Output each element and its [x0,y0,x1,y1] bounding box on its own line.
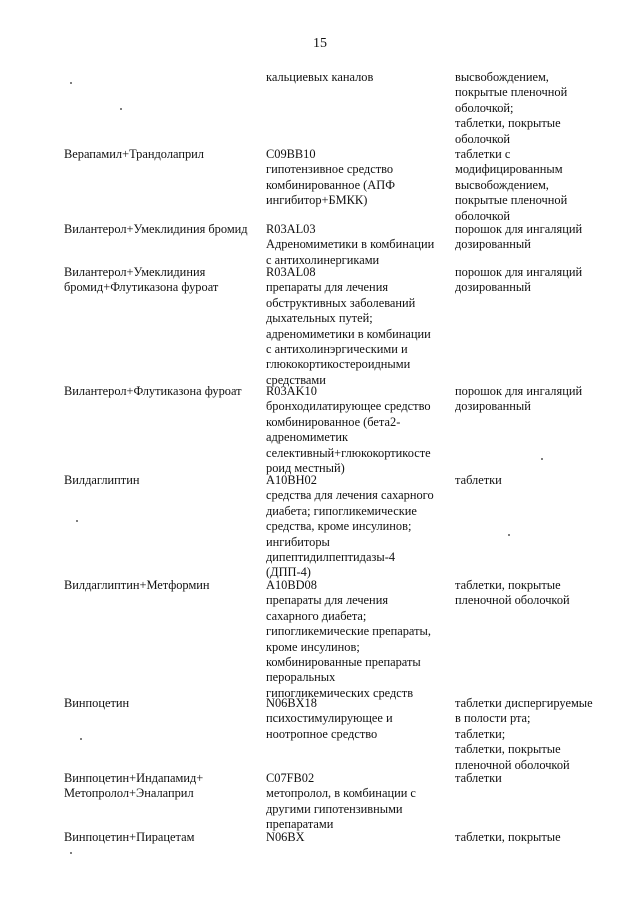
pharmacologic-group-line: ингибиторы [266,534,330,549]
pharmacologic-group-line: глюкокортикостероидными [266,357,411,372]
atc-group-cell [266,578,446,701]
pharmacologic-group-line: (ДПП-4) [266,565,311,580]
pharmacologic-group-line: роид местный) [266,461,345,476]
dosage-form-line: в полости рта; [455,711,531,726]
drug-name-line: Винпоцетин [64,696,130,710]
dosage-form-line: дозированный [455,399,531,414]
pharmacologic-group-line: препараты для лечения [266,593,389,608]
dosage-form-line: дозированный [455,237,531,252]
dosage-form-line: порошок для ингаляций [455,265,583,279]
pharmacologic-group-line: метопролол, в комбинации с [266,786,416,801]
dosage-form-line: порошок для ингаляций [455,384,583,398]
pharmacologic-group-line: адреномиметики в комбинации [266,326,431,341]
atc-code: R03AK10 [266,384,317,398]
drug-name-cell [64,473,260,488]
drug-name-cell [64,578,260,593]
pharmacologic-group-line: бронходилатирующее средство [266,399,431,414]
scan-speck [508,534,510,536]
dosage-form-cell [455,830,615,845]
dosage-form-line: таблетки [455,771,502,785]
pharmacologic-group-line: средства, кроме инсулинов; [266,519,412,534]
pharmacologic-group-line: средствами [266,372,326,387]
pharmacologic-group-line: с антихолинэргическими и [266,342,408,357]
atc-code: N06BX [266,830,305,844]
pharmacologic-group-line: пероральных [266,670,336,685]
drug-name-line: Вилантерол+Флутиказона фуроат [64,384,242,398]
atc-group-cell [266,830,446,845]
scan-speck [120,108,122,110]
drug-name-cell [64,384,260,399]
scan-speck [76,520,78,522]
dosage-form-cell [455,578,615,609]
dosage-form-line: оболочкой [455,131,511,146]
drug-name-line: Метопролол+Эналаприл [64,786,194,801]
pharmacologic-group-line: гипогликемические препараты, [266,624,431,639]
pharmacologic-group-line: кальциевых каналов [266,70,374,84]
atc-group-cell [266,473,446,581]
page-number: 15 [313,36,327,51]
scan-speck [70,852,72,854]
drug-name-cell [64,147,260,162]
dosage-form-cell [455,696,615,773]
pharmacologic-group-line: препаратами [266,817,334,832]
scan-speck [80,738,82,740]
pharmacologic-group-line: кроме инсулинов; [266,639,360,654]
dosage-form-cell [455,265,615,296]
dosage-form-line: таблетки с [455,147,511,161]
atc-code: A10BD08 [266,578,317,592]
drug-name-line: Вилантерол+Умеклидиния бромид [64,222,248,236]
pharmacologic-group-line: Адреномиметики в комбинации [266,237,435,252]
dosage-form-cell [455,222,615,253]
drug-name-cell [64,696,260,711]
drug-name-cell [64,222,260,237]
dosage-form-line: покрытые пленочной [455,85,568,100]
dosage-form-line: таблетки [455,473,502,487]
pharmacologic-group-line: адреномиметик [266,430,348,445]
atc-code: R03AL08 [266,265,316,279]
atc-code: R03AL03 [266,222,316,236]
atc-code: N06BX18 [266,696,317,710]
drug-name-line: Вилантерол+Умеклидиния [64,265,206,279]
dosage-form-cell [455,70,615,147]
dosage-form-line: таблетки диспергируемые [455,696,593,710]
pharmacologic-group-line: дыхательных путей; [266,311,373,326]
pharmacologic-group-line: ингибитор+БМКК) [266,193,368,208]
drug-name-cell [64,771,260,802]
atc-group-cell [266,384,446,476]
pharmacologic-group-line: селективный+глюкокортикосте [266,445,431,460]
drug-name-line: Вилдаглиптин+Метформин [64,578,210,592]
scan-speck [541,458,543,460]
pharmacologic-group-line: с антихолинергиками [266,252,380,267]
atc-group-cell [266,696,446,742]
atc-code: C07FB02 [266,771,315,785]
dosage-form-line: таблетки, покрытые [455,830,561,844]
atc-group-cell [266,265,446,388]
dosage-form-line: покрытые пленочной [455,193,568,208]
pharmacologic-group-line: средства для лечения сахарного [266,488,434,503]
dosage-form-line: таблетки, покрытые [455,578,561,592]
pharmacologic-group-line: комбинированные препараты [266,655,421,670]
dosage-form-line: пленочной оболочкой [455,757,570,772]
dosage-form-cell [455,147,615,224]
pharmacologic-group-line: препараты для лечения [266,280,389,295]
pharmacologic-group-line: другими гипотензивными [266,801,403,816]
pharmacologic-group-line: комбинированное (АПФ [266,177,395,192]
drug-name-cell [64,830,260,845]
atc-group-cell [266,147,446,209]
drug-name-line: бромид+Флутиказона фуроат [64,280,219,295]
pharmacologic-group-line: диабета; гипогликемические [266,503,417,518]
pharmacologic-group-line: комбинированное (бета2- [266,414,401,429]
pharmacologic-group-line: обструктивных заболеваний [266,295,416,310]
dosage-form-cell [455,384,615,415]
dosage-form-line: таблетки; [455,726,506,741]
dosage-form-line: порошок для ингаляций [455,222,583,236]
dosage-form-line: таблетки, покрытые [455,116,561,131]
dosage-form-line: пленочной оболочкой [455,593,570,608]
drug-name-line: Вилдаглиптин [64,473,140,487]
dosage-form-line: дозированный [455,280,531,295]
drug-name-line: Винпоцетин+Пирацетам [64,830,195,844]
pharmacologic-group-line: гипотензивное средство [266,162,394,177]
drug-name-cell [64,265,260,296]
drug-name-line: Винпоцетин+Индапамид+ [64,771,204,785]
dosage-form-line: оболочкой; [455,100,514,115]
dosage-form-line: оболочкой [455,208,511,223]
pharmacologic-group-line: гипогликемических средств [266,685,414,700]
drug-name-line: Верапамил+Трандолаприл [64,147,204,161]
dosage-form-cell [455,771,615,786]
pharmacologic-group-line: ноотропное средство [266,726,378,741]
dosage-form-line: модифицированным [455,162,563,177]
pharmacologic-group-line: сахарного диабета; [266,608,367,623]
atc-code: A10BH02 [266,473,317,487]
atc-group-cell [266,222,446,268]
pharmacologic-group-line: психостимулирующее и [266,711,393,726]
pharmacologic-group-line: дипептидилпептидазы-4 [266,550,396,565]
dosage-form-cell [455,473,615,488]
dosage-form-line: высвобождением, [455,70,549,84]
atc-group-cell [266,70,446,85]
dosage-form-line: таблетки, покрытые [455,742,561,757]
atc-group-cell [266,771,446,833]
atc-code: C09BB10 [266,147,316,161]
dosage-form-line: высвобождением, [455,177,549,192]
scan-speck [70,82,72,84]
